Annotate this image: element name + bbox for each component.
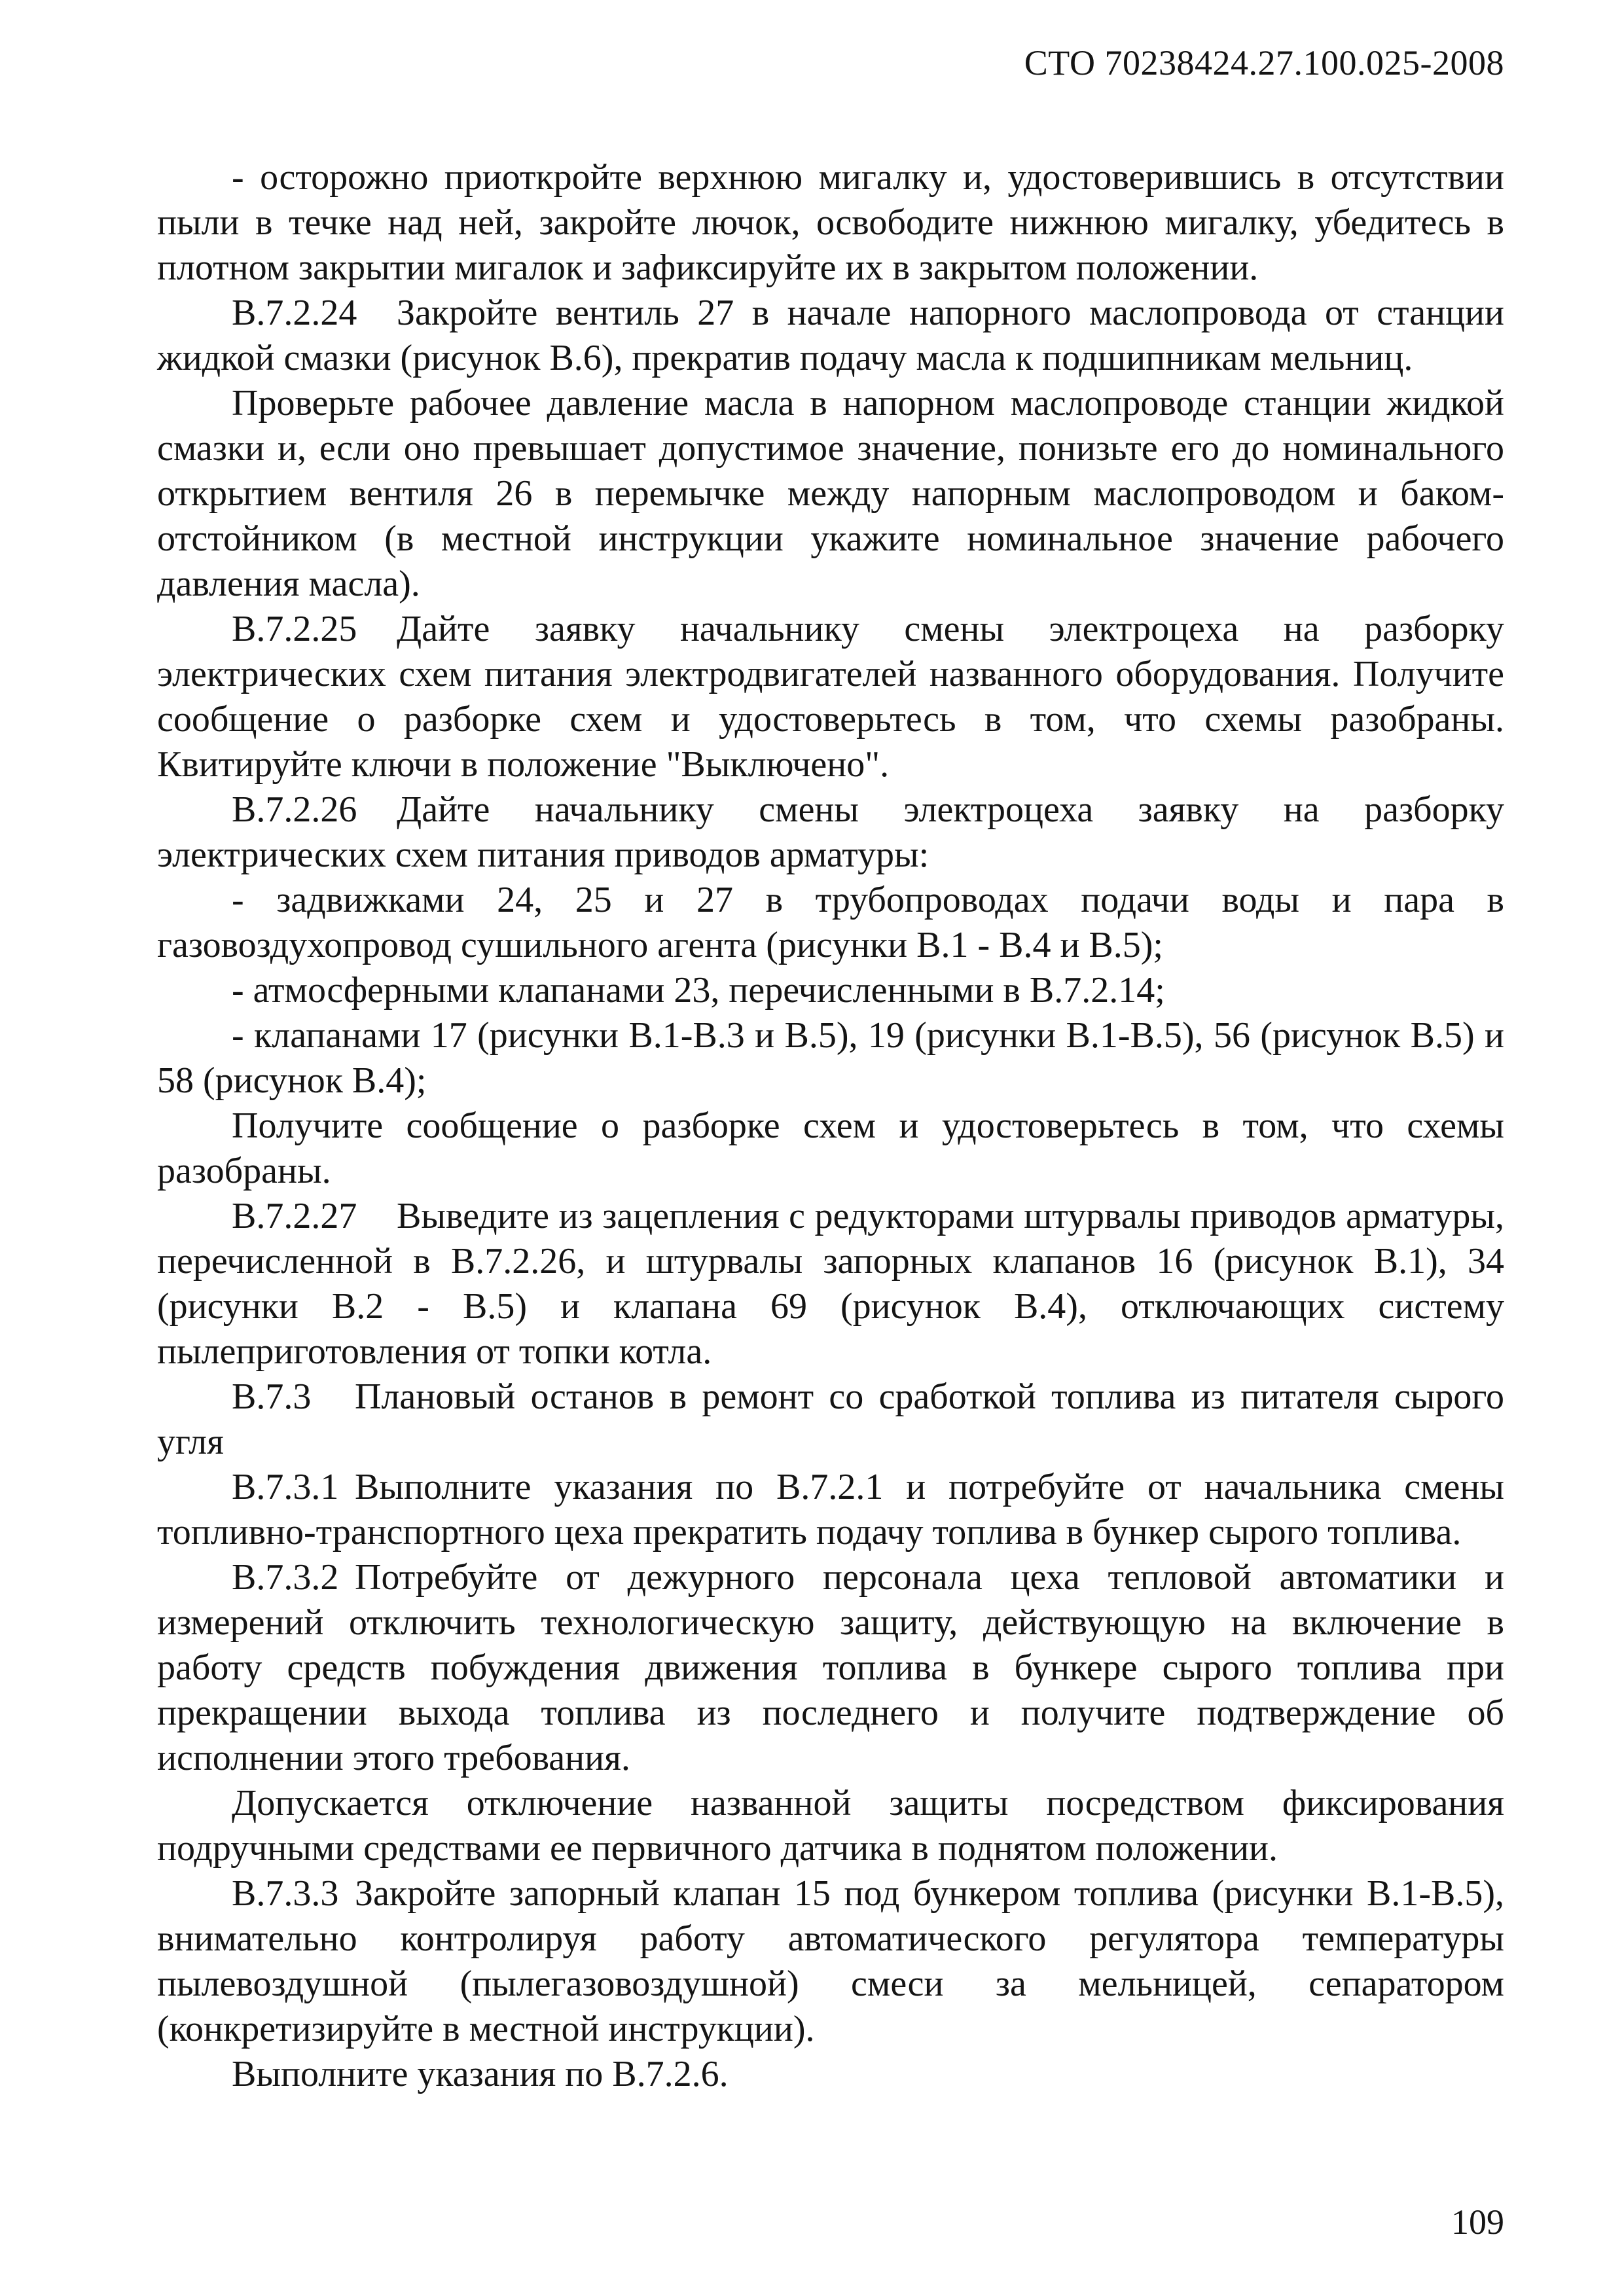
paragraph-text: Проверьте рабочее давление масла в напорном маслопроводе станции жидкой смазки и, если оно превышает допустимое значение, понизьте его до номинального открытием вентиля 26 в перемычке между напорным маслопроводом и баком-отстойником (в местной инструкции укажите номинальное значение рабочего давления масла). <box>157 383 1504 604</box>
paragraph-text: - клапанами 17 (рисунки В.1-В.3 и В.5), 19 (рисунки В.1-В.5), 56 (рисунок В.5) и 58 (рисунок В.4); <box>157 1015 1504 1101</box>
paragraph-b-7-3-1 <box>157 1465 1504 1555</box>
paragraph-b-7-2-24 <box>157 291 1504 381</box>
section-heading-b-7-3 <box>157 1374 1504 1465</box>
list-item-valves <box>157 1013 1504 1103</box>
clause-number: В.7.2.25 <box>232 609 357 649</box>
paragraph-bullet-hatch <box>157 155 1504 291</box>
paragraph-protection-bypass <box>157 1781 1504 1871</box>
paragraph-text: Дайте заявку начальнику смены электроцеха на разборку электрических схем питания электродвигателей названного оборудования. Получите сообщение о разборке схем и удостоверьтесь в том, что схемы разобраны. Квитируйте ключи в положение "Выключено". <box>157 609 1504 785</box>
list-item-gate-valves <box>157 878 1504 968</box>
paragraph-b-7-3-2 <box>157 1555 1504 1781</box>
paragraph-confirmation <box>157 1103 1504 1194</box>
paragraph-b-7-2-26 <box>157 787 1504 878</box>
document-code-header: СТО 70238424.27.100.025-2008 <box>1024 43 1504 82</box>
clause-number: В.7.2.26 <box>232 789 357 830</box>
paragraph-text: Получите сообщение о разборке схем и удостоверьтесь в том, что схемы разобраны. <box>157 1105 1504 1191</box>
paragraph-text: - осторожно приоткройте верхнюю мигалку и, удостоверившись в отсутствии пыли в течке над ней, закройте лючок, освободите нижнюю мигалку, убедитесь в плотном закрытии мигалок и зафиксируйте их в закрытом положении. <box>157 157 1504 288</box>
paragraph-text: Выполните указания по В.7.2.6. <box>232 2054 729 2094</box>
paragraph-text: Выполните указания по В.7.2.1 и потребуйте от начальника смены топливно-транспортного цеха прекратить подачу топлива в бункер сырого топлива. <box>157 1467 1504 1552</box>
paragraph-b-7-2-25 <box>157 607 1504 787</box>
document-body <box>157 155 1504 2097</box>
clause-number: В.7.3.2 <box>232 1557 339 1598</box>
paragraph-oil-pressure <box>157 381 1504 607</box>
clause-number: В.7.3 <box>232 1376 312 1417</box>
clause-number: В.7.2.27 <box>232 1196 357 1236</box>
paragraph-text: Закройте вентиль 27 в начале напорного маслопровода от станции жидкой смазки (рисунок В.6), прекратив подачу масла к подшипникам мельниц. <box>157 293 1504 378</box>
paragraph-text: Закройте запорный клапан 15 под бункером топлива (рисунки В.1-В.5), внимательно контролируя работу автоматического регулятора температуры пылевоздушной (пылегазовоздушной) смеси за мельницей, сепаратором (конкретизируйте в местной инструкции). <box>157 1873 1504 2049</box>
clause-number: В.7.2.24 <box>232 293 357 333</box>
section-heading-text: Плановый останов в ремонт со сработкой топлива из питателя сырого угля <box>157 1376 1504 1462</box>
clause-number: В.7.3.3 <box>232 1873 339 1914</box>
clause-number: В.7.3.1 <box>232 1467 339 1507</box>
paragraph-b-7-3-3 <box>157 1871 1504 2052</box>
paragraph-text: - задвижками 24, 25 и 27 в трубопроводах подачи воды и пара в газовоздухопровод сушильного агента (рисунки В.1 - В.4 и В.5); <box>157 880 1504 965</box>
paragraph-follow-instructions <box>157 2052 1504 2097</box>
paragraph-text: Дайте начальнику смены электроцеха заявку на разборку электрических схем питания приводов арматуры: <box>157 789 1504 875</box>
paragraph-text: Допускается отключение названной защиты посредством фиксирования подручными средствами ее первичного датчика в поднятом положении. <box>157 1783 1504 1869</box>
paragraph-b-7-2-27 <box>157 1194 1504 1374</box>
page-number: 109 <box>1451 2202 1504 2242</box>
paragraph-text: - атмосферными клапанами 23, перечисленными в В.7.2.14; <box>232 970 1165 1011</box>
paragraph-text: Потребуйте от дежурного персонала цеха тепловой автоматики и измерений отключить технологическую защиту, действующую на включение в работу средств побуждения движения топлива в бункере сырого топлива при прекращении выхода топлива из последнего и получите подтверждение об исполнении этого требования. <box>157 1557 1504 1778</box>
paragraph-text: Выведите из зацепления с редукторами штурвалы приводов арматуры, перечисленной в В.7.2.26, и штурвалы запорных клапанов 16 (рисунок В.1), 34 (рисунки В.2 - В.5) и клапана 69 (рисунок В.4), отключающих систему пылеприготовления от топки котла. <box>157 1196 1504 1372</box>
list-item-atmospheric-valves <box>157 968 1504 1013</box>
